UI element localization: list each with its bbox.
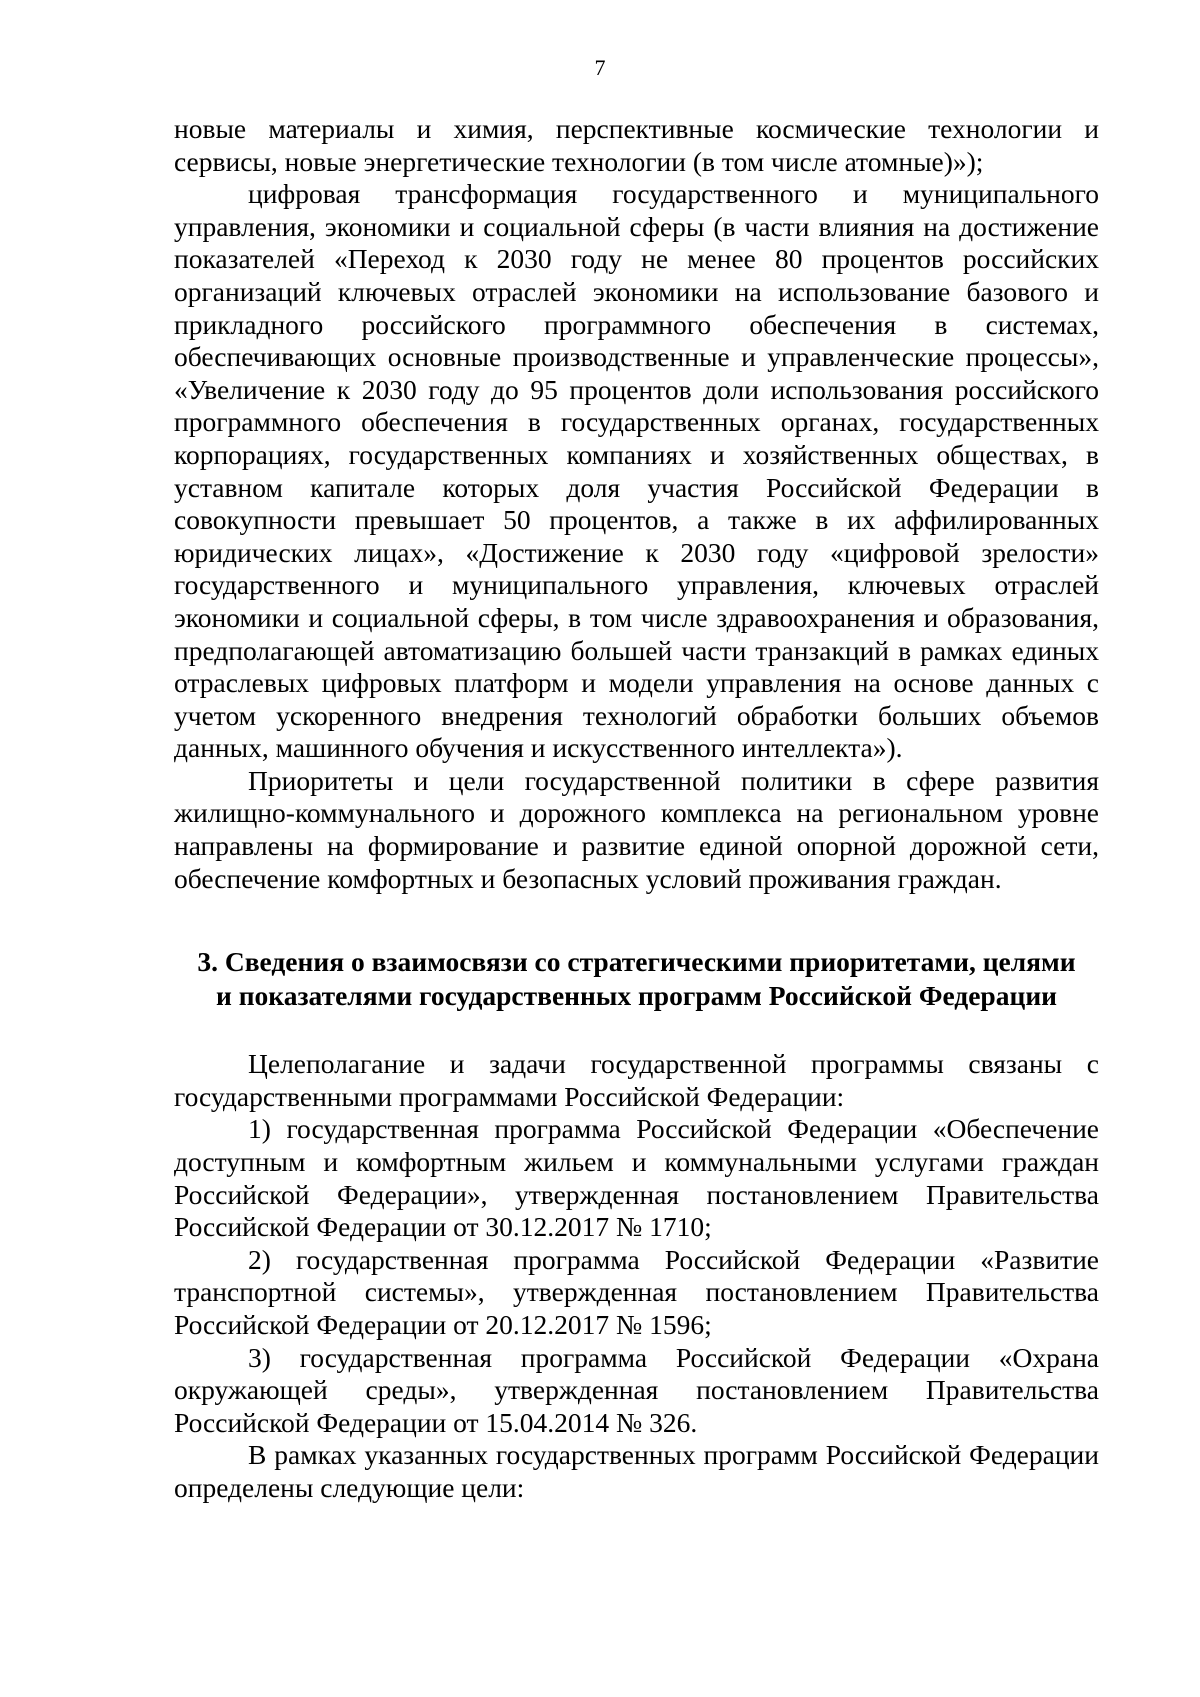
section-heading-line-1: 3. Сведения о взаимосвязи со стратегическими приоритетами, целями [197,946,1076,978]
page-number: 7 [594,55,606,80]
section-heading-line-2: и показателями государственных программ Российской Федерации [215,980,1058,1012]
paragraph-goal-setting: Целеполагание и задачи государственной программы связаны с государственными программами Российской Федерации: [174,1048,1099,1112]
list-item-program-3: 3) государственная программа Российской Федерации «Охрана окружающей среды», утвержденная постановлением Правительства Российской Федерации от 15.04.2014 № 326. [174,1341,1099,1438]
paragraph-digital-transformation: цифровая трансформация государственного и муниципального управления, экономики и социальной сферы (в части влияния на достижение показателей «Переход к 2030 году не менее 80 процентов российских организаций ключевых отраслей экономики на использование базового и прикладного российского программного обеспечения в системах, обеспечивающих основные производственные и управленческие процессы», «Увеличение к 2030 году до 95 процентов доли использования российского программного обеспечения в государственных органах, государственных корпорациях, государственных компаниях и хозяйственных обществах, в уставном капитале которых доля участия Российской Федерации в совокупности превышает 50 процентов, а также в их аффилированных юридических лицах», «Достижение к 2030 году «цифровой зрелости» государственного и муниципального управления, ключевых отраслей экономики и социальной сферы, в том числе здравоохранения и образования, предполагающей автоматизацию большей части транзакций в рамках единых отраслевых цифровых платформ и модели управления на основе данных с учетом ускоренного внедрения технологий обработки больших объемов данных, машинного обучения и искусственного интеллекта»). [174,178,1099,764]
paragraph-goals-intro: В рамках указанных государственных программ Российской Федерации определены следующие цели: [174,1439,1099,1503]
paragraph-housing-priorities: Приоритеты и цели государственной политики в сфере развития жилищно-коммунального и дорожного комплекса на региональном уровне направлены на формирование и развитие единой опорной дорожной сети, обеспечение комфортных и безопасных условий проживания граждан. [174,764,1099,894]
paragraph-continuation: новые материалы и химия, перспективные космические технологии и сервисы, новые энергетические технологии (в том числе атомные)»); [174,113,1099,177]
list-item-program-1: 1) государственная программа Российской Федерации «Обеспечение доступным и комфортным жильем и коммунальными услугами граждан Российской Федерации», утвержденная постановлением Правительства Российской Федерации от 30.12.2017 № 1710; [174,1113,1099,1243]
list-item-program-2: 2) государственная программа Российской Федерации «Развитие транспортной системы», утвержденная постановлением Правительства Российской Федерации от 20.12.2017 № 1596; [174,1243,1099,1340]
section-heading [174,945,1099,1013]
document-body [174,113,1099,1505]
